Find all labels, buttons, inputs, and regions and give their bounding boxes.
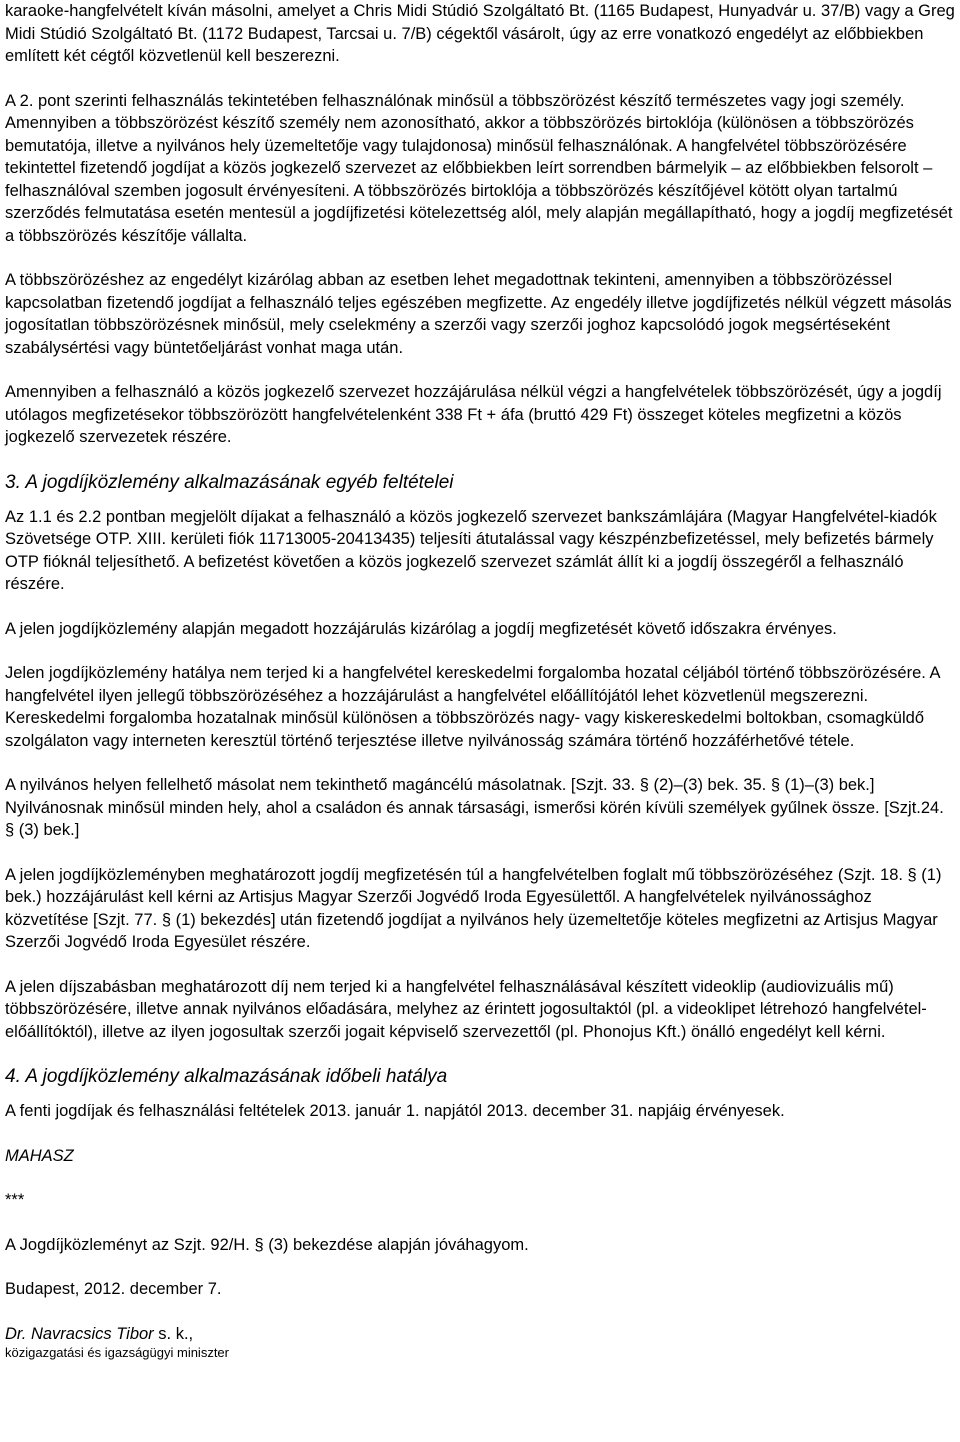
separator-stars: *** (5, 1191, 25, 1209)
paragraph-artisjus: A jelen jogdíjközleményben meghatározott jogdíj megfizetésén túl a hangfelvételben foglalt mű többszörözéséhez (Szjt. 18. § (1) bek.) hozzájárulást kell kérni az Artisjus Magyar Szerzői Jogvédő Iroda Egyesülettől. A hangfelvételek nyilvánossághoz közvetítése [Szjt. 77. § (1) bekezdés] után fizetendő jogdíjat a nyilvános hely üzemeltetője köteles megfizetni az Artisjus Magyar Szerzői Jogvédő Iroda Egyesület részére. (5, 865, 942, 951)
paragraph-commercial-exclusion: Jelen jogdíjközlemény hatálya nem terjed ki a hangfelvétel kereskedelmi forgalomba hozatal céljából történő többszörözésére. A hangfelvétel ilyen jellegű többszörözéséhez a hozzájárulást a hangfelvétel előállítójától lehet közvetlenül megszerezni. Kereskedelmi forgalomba hozatalnak minősül különösen a többszörözés nagy- vagy kiskereskedelmi boltokban, csomagküldő szolgálaton vagy interneten keresztül történő terjesztése illetve nyilvánosság számára történő hozzáférhetővé tétele. (5, 664, 940, 750)
paragraph-karaoke-permission: karaoke-hangfelvételt kíván másolni, amelyet a Chris Midi Stúdió Szolgáltató Bt. (1165 Budapest, Hunyadvár u. 37/B) vagy a Greg Midi Stúdió Szolgáltató Bt. (1172 Budapest, Tarcsai u. 7/B) cégektől vásárolt, úgy az erre vonatkozó engedélyt az előbbiekben említett két cégtől közvetlenül kell beszerezni. (5, 2, 955, 65)
paragraph-approval: A Jogdíjközleményt az Szjt. 92/H. § (3) bekezdése alapján jóváhagyom. (5, 1235, 529, 1254)
organization-signature: MAHASZ (5, 1146, 74, 1165)
paragraph-late-payment: Amennyiben a felhasználó a közös jogkezelő szervezet hozzájárulása nélkül végzi a hangfelvételek többszörözését, úgy a jogdíj utólagos megfizetésekor többszörözött hangfelvételenként 338 Ft + áfa (bruttó 429 Ft) összeget köteles megfizetni a közös jogkezelő szervezetek részére. (5, 383, 942, 446)
place-and-date: Budapest, 2012. december 7. (5, 1280, 222, 1298)
section-heading-4: 4. A jogdíjközlemény alkalmazásának időbeli hatálya (5, 1066, 448, 1087)
paragraph-user-definition: A 2. pont szerinti felhasználás tekintetében felhasználónak minősül a többszörözést készítő természetes vagy jogi személy. Amennyiben a többszörözést készítő személy nem azonosítható, akkor a többszörözés birtoklója (különösen a többszörözés bemutatója, illetve a nyilvános hely üzemeltetője vagy tulajdonosa) minősül felhasználónak. A hangfelvétel többszörözésére tekintettel fizetendő jogdíjat a közös jogkezelő szervezet az előbbiekben leírt sorrendben bármelyik – az előbbiekben felsorolt – felhasználóval szemben jogosult érvényesíteni. A többszörözés birtoklója a többszörözés készítőjével kötött olyan tartalmú szerződés felmutatása esetén mentesül a jogdíjfizetési kötelezettség alól, mely alapján megállapítható, hogy a jogdíj megfizetését a többszörözés készítője vállalta. (5, 91, 953, 245)
paragraph-payment-method: Az 1.1 és 2.2 pontban megjelölt díjakat a felhasználó a közös jogkezelő szervezet bankszámlájára (Magyar Hangfelvétel-kiadók Szövetsége OTP. XIII. kerületi fiók 11713005-20413435) teljesíti átutalással vagy készpénzbefizetéssel, mely befizetés bármely OTP fióknál teljesíthető. A befizetést követően a közös jogkezelő szervezet számlát állít ki a jogdíj összegéről a felhasználó részére. (5, 507, 937, 593)
section-heading-3: 3. A jogdíjközlemény alkalmazásának egyéb feltételei (5, 471, 454, 493)
paragraph-permission-validity: A többszörözéshez az engedélyt kizárólag abban az esetben lehet megadottnak tekinteni, amennyiben a többszörözéssel kapcsolatban fizetendő jogdíjat a felhasználó teljes egészében megfizette. Az engedély illetve jogdíjfizetés nélkül végzett másolás jogosítatlan többszörözésnek minősül, mely cselekmény a szerzői vagy szerzői joghoz kapcsolódó jogok megsértéseként szabálysértési vagy büntetőeljárást vonhat maga után. (5, 271, 952, 357)
paragraph-effective-dates: A fenti jogdíjak és felhasználási feltételek 2013. január 1. napjától 2013. december 31. napjáig érvényesek. (5, 1102, 785, 1120)
signer-suffix: s. k., (153, 1324, 194, 1343)
paragraph-videoclip: A jelen díjszabásban meghatározott díj nem terjed ki a hangfelvétel felhasználásával készített videoklip (audiovizuális mű) többszörözésére, illetve annak nyilvános előadására, melyhez az érintett jogosultaktól (pl. a videoklipet létrehozó hangfelvétel-előállítóktól), illetve az ilyen jogosultak szerzői jogait képviselő szervezettől (pl. Phonojus Kft.) önálló engedélyt kell kérni. (5, 977, 927, 1041)
signer-title: közigazgatási és igazságügyi miniszter (5, 1345, 229, 1360)
paragraph-period-validity: A jelen jogdíjközlemény alapján megadott hozzájárulás kizárólag a jogdíj megfizetését követő időszakra érvényes. (5, 619, 837, 638)
paragraph-public-copy: A nyilvános helyen fellelhető másolat nem tekinthető magáncélú másolatnak. [Szjt. 33. § (2)–(3) bek. 35. § (1)–(3) bek.] Nyilvánosnak minősül minden hely, ahol a családon és annak társasági, ismerősi körén kívüli személyek gyűlnek össze. [Szjt.24. § (3) bek.] (5, 776, 944, 839)
signer-name: Dr. Navracsics Tibor (5, 1324, 154, 1343)
signer-line (5, 1323, 956, 1346)
